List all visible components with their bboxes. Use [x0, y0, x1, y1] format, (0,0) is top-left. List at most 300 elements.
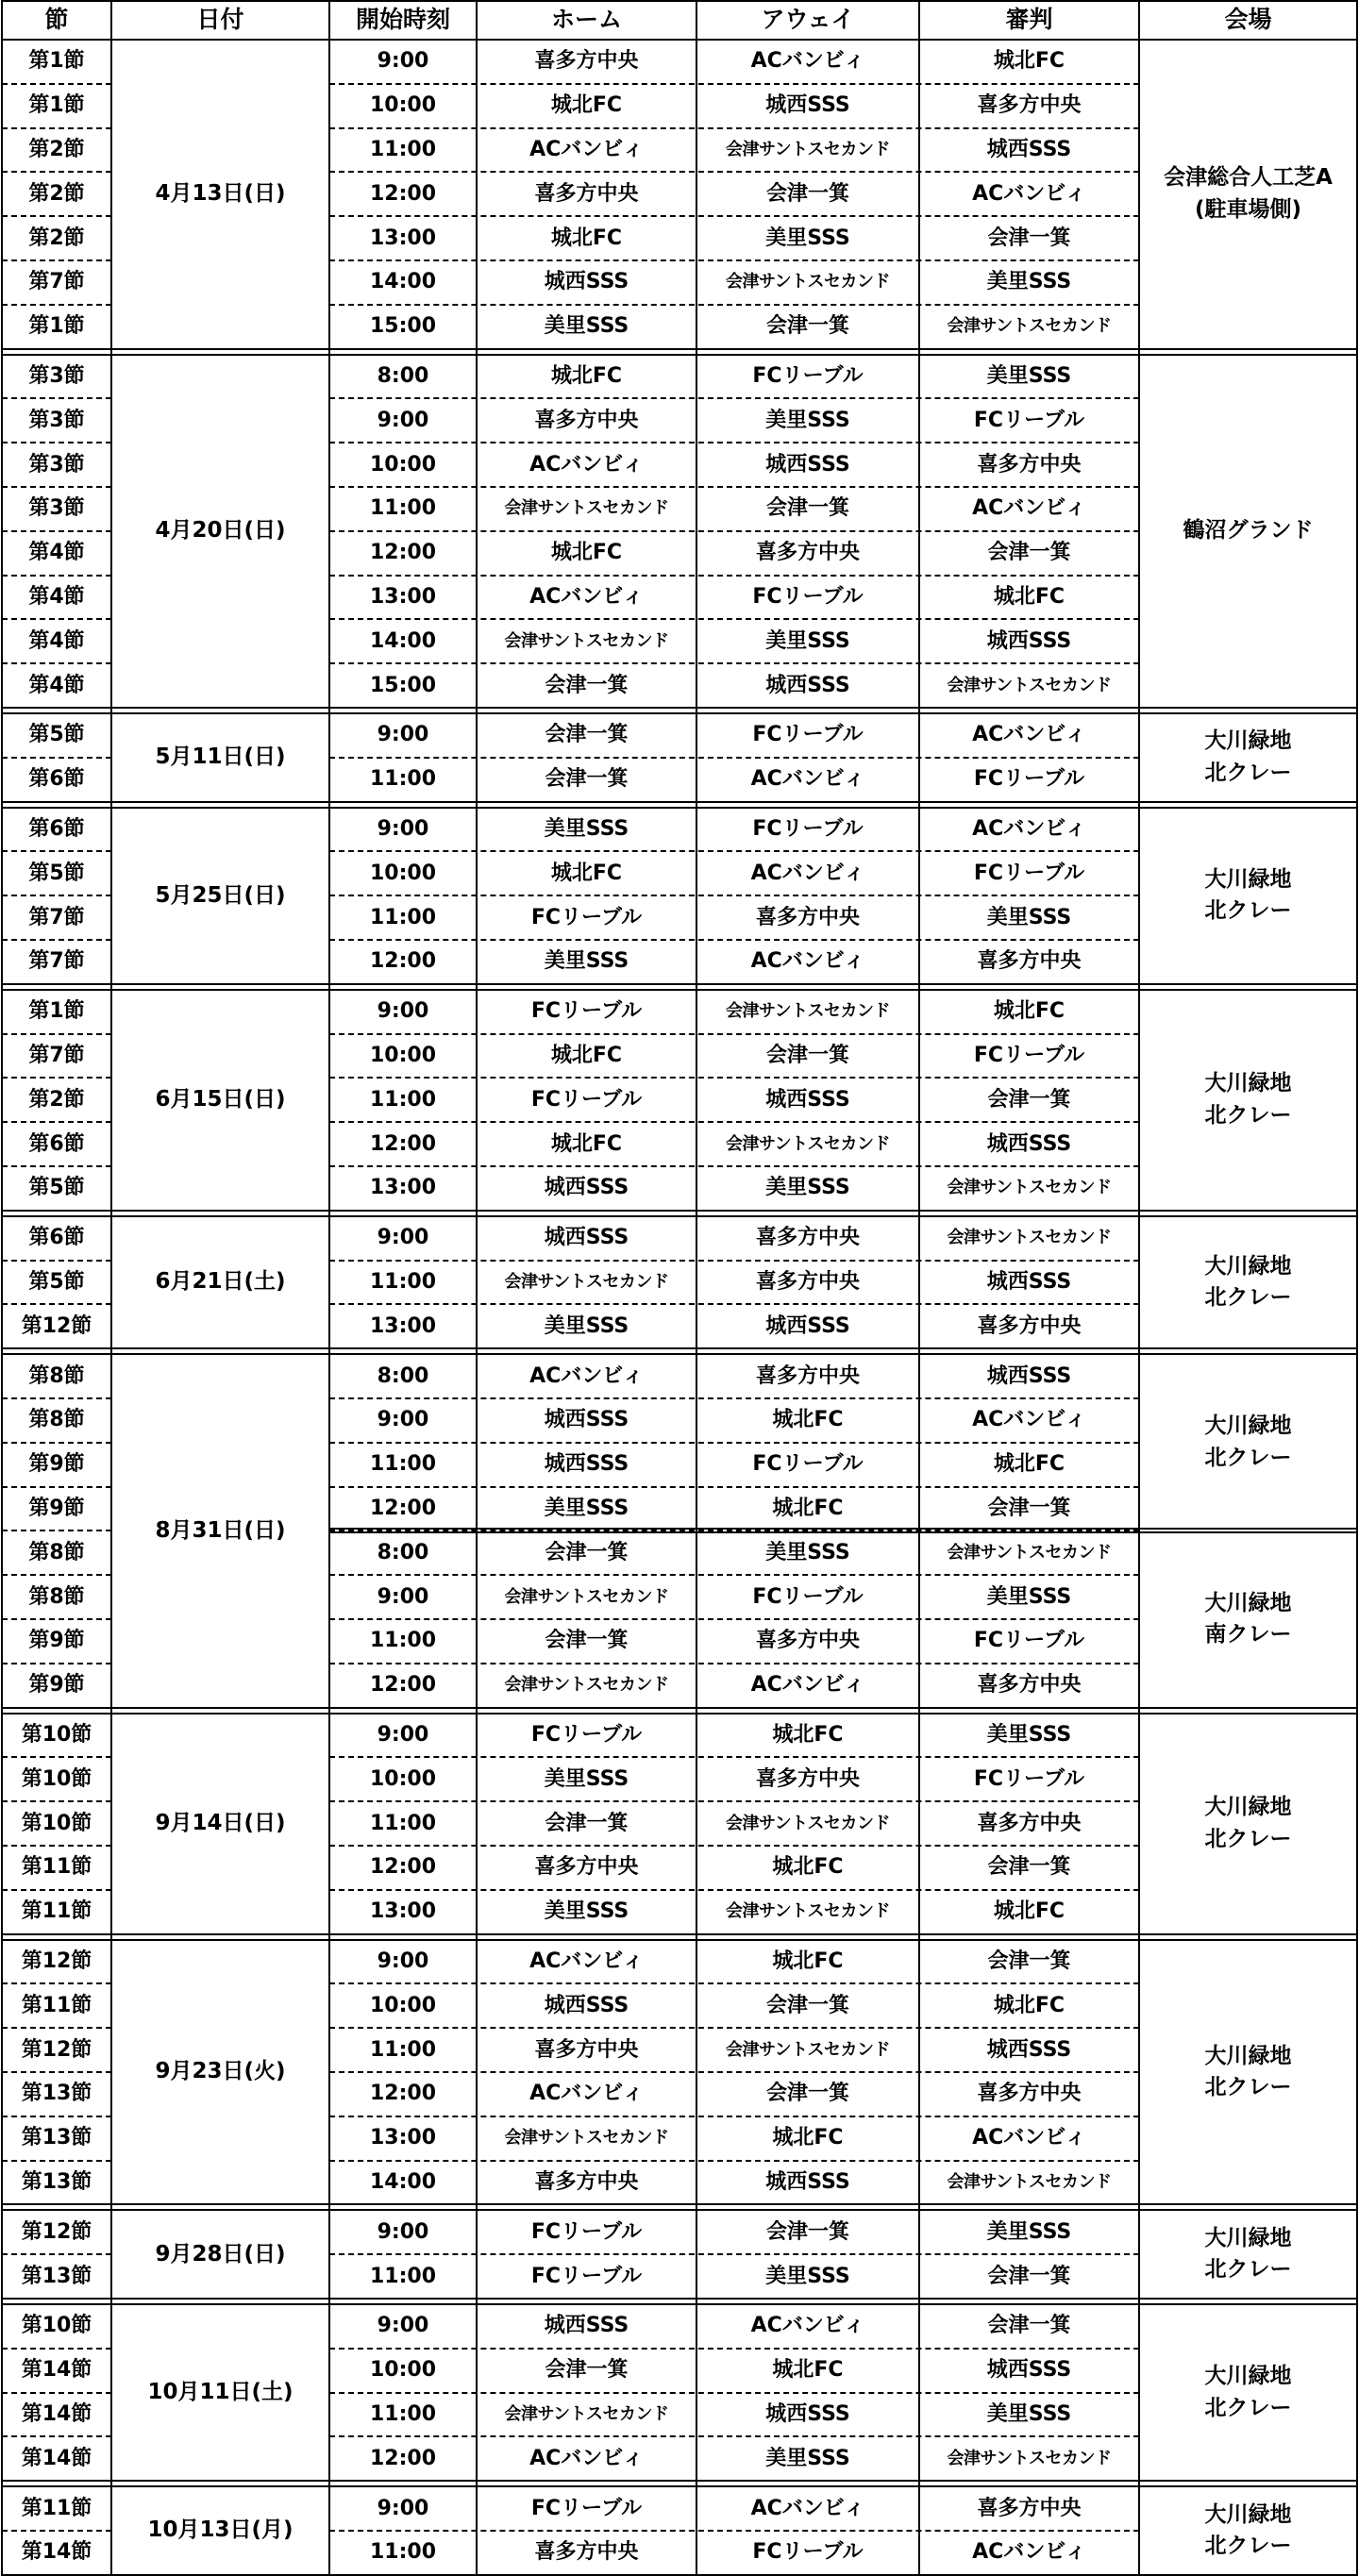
referee-cell: 会津サントスセカンド: [947, 2448, 1112, 2468]
start-time-cell: 9:00: [377, 2219, 429, 2244]
venue-cell: 大川緑地 北クレー: [1204, 2364, 1292, 2420]
section-cell: 第6節: [28, 1226, 85, 1250]
home-team-cell: 会津一箕: [545, 1629, 629, 1653]
start-time-cell: 11:00: [369, 138, 437, 162]
section-cell: 第3節: [28, 364, 85, 389]
start-time-cell: 9:00: [377, 1408, 429, 1432]
referee-cell: 会津サントスセカンド: [947, 2171, 1112, 2192]
start-time-cell: 10:00: [369, 1993, 437, 2017]
column-header: 審判: [1005, 5, 1053, 33]
away-team-cell: 会津サントスセカンド: [726, 1813, 890, 1833]
section-cell: 第6節: [28, 1131, 85, 1156]
section-cell: 第3節: [28, 408, 85, 432]
home-team-cell: 喜多方中央: [534, 2170, 639, 2195]
referee-cell: 美里SSS: [986, 364, 1072, 389]
referee-cell: 喜多方中央: [977, 93, 1082, 118]
date-cell: 8月31日(日): [155, 1517, 286, 1543]
home-team-cell: 美里SSS: [544, 314, 629, 339]
start-time-cell: 14:00: [369, 628, 437, 653]
start-time-cell: 9:00: [377, 2314, 429, 2338]
start-time-cell: 10:00: [369, 452, 437, 477]
referee-cell: 会津一箕: [987, 1855, 1071, 1880]
referee-cell: 会津一箕: [987, 2264, 1071, 2288]
start-time-cell: 12:00: [369, 2446, 437, 2470]
home-team-cell: FCリーブル: [530, 1087, 643, 1112]
rule-line: [1, 1347, 1358, 1349]
start-time-cell: 12:00: [369, 1497, 437, 1521]
away-team-cell: 城北FC: [772, 1408, 844, 1432]
referee-cell: 会津一箕: [987, 541, 1071, 565]
home-team-cell: 喜多方中央: [534, 2540, 639, 2565]
start-time-cell: 14:00: [369, 2170, 437, 2195]
away-team-cell: 城北FC: [772, 1497, 844, 1521]
referee-cell: 会津一箕: [987, 1087, 1071, 1112]
home-team-cell: ACバンビィ: [529, 2082, 644, 2106]
home-team-cell: FCリーブル: [530, 1723, 643, 1748]
referee-cell: ACバンビィ: [972, 723, 1086, 747]
away-team-cell: 会津サントスセカンド: [726, 1901, 890, 1922]
home-team-cell: 喜多方中央: [534, 1855, 639, 1880]
section-cell: 第4節: [28, 541, 85, 565]
date-cell: 6月21日(土): [155, 1269, 286, 1295]
referee-cell: 喜多方中央: [977, 2496, 1082, 2520]
section-cell: 第10節: [21, 1766, 92, 1791]
home-team-cell: 会津一箕: [545, 767, 629, 792]
home-team-cell: ACバンビィ: [529, 585, 644, 610]
start-time-cell: 12:00: [369, 1131, 437, 1156]
section-cell: 第7節: [28, 905, 85, 929]
section-cell: 第8節: [28, 1540, 85, 1564]
home-team-cell: 城西SSS: [544, 1993, 629, 2017]
away-team-cell: ACバンビィ: [750, 949, 865, 974]
home-team-cell: FCリーブル: [530, 999, 643, 1024]
home-team-cell: 会津サントスセカンド: [504, 1675, 669, 1696]
venue-cell: 鶴沼グランド: [1183, 518, 1314, 544]
rule-line: [1, 2203, 1358, 2205]
referee-cell: 喜多方中央: [977, 1811, 1082, 1835]
referee-cell: 城北FC: [993, 585, 1065, 610]
away-team-cell: 城北FC: [772, 1949, 844, 1974]
start-time-cell: 9:00: [377, 49, 429, 74]
away-team-cell: 城北FC: [772, 1723, 844, 1748]
section-cell: 第1節: [28, 93, 85, 118]
away-team-cell: 喜多方中央: [755, 1270, 860, 1295]
home-team-cell: 城西SSS: [544, 270, 629, 294]
start-time-cell: 13:00: [369, 1313, 437, 1338]
section-cell: 第5節: [28, 723, 85, 747]
start-time-cell: 8:00: [377, 1363, 429, 1388]
date-cell: 4月20日(日): [155, 518, 286, 544]
column-header: ホーム: [550, 5, 622, 33]
venue-cell: 大川緑地 北クレー: [1204, 728, 1292, 785]
home-team-cell: FCリーブル: [530, 905, 643, 929]
start-time-cell: 11:00: [369, 2037, 437, 2062]
venue-cell: 大川緑地 北クレー: [1204, 2225, 1292, 2283]
start-time-cell: 9:00: [377, 1226, 429, 1250]
home-team-cell: FCリーブル: [530, 2496, 643, 2520]
rule-line: [1, 1933, 1358, 1935]
referee-cell: 会津一箕: [987, 2314, 1071, 2338]
start-time-cell: 11:00: [369, 1270, 437, 1295]
referee-cell: FCリーブル: [973, 861, 1085, 885]
section-cell: 第14節: [21, 2402, 92, 2427]
referee-cell: 城西SSS: [986, 1270, 1072, 1295]
start-time-cell: 11:00: [369, 2540, 437, 2565]
start-time-cell: 8:00: [377, 1540, 429, 1564]
section-cell: 第4節: [28, 585, 85, 610]
section-cell: 第9節: [28, 1629, 85, 1653]
home-team-cell: 城北FC: [550, 93, 623, 118]
away-team-cell: 喜多方中央: [755, 1226, 860, 1250]
section-cell: 第9節: [28, 1497, 85, 1521]
home-team-cell: 美里SSS: [544, 1766, 629, 1791]
away-team-cell: ACバンビィ: [750, 1673, 865, 1698]
start-time-cell: 10:00: [369, 1044, 437, 1068]
start-time-cell: 11:00: [369, 1087, 437, 1112]
start-time-cell: 12:00: [369, 2082, 437, 2106]
referee-cell: FCリーブル: [973, 1766, 1085, 1791]
venue-cell: 大川緑地 北クレー: [1204, 1253, 1292, 1310]
section-cell: 第10節: [21, 1723, 92, 1748]
away-team-cell: 会津サントスセカンド: [726, 139, 890, 159]
away-team-cell: ACバンビィ: [750, 2496, 865, 2520]
referee-cell: 美里SSS: [986, 1723, 1072, 1748]
section-cell: 第14節: [21, 2358, 92, 2383]
section-cell: 第4節: [28, 673, 85, 697]
date-cell: 4月13日(日): [155, 181, 286, 207]
start-time-cell: 11:00: [369, 2264, 437, 2288]
home-team-cell: 会津サントスセカンド: [504, 498, 669, 519]
referee-cell: 会津サントスセカンド: [947, 1228, 1112, 1248]
away-team-cell: 会津一箕: [765, 2082, 849, 2106]
home-team-cell: 城北FC: [550, 364, 623, 389]
away-team-cell: 喜多方中央: [755, 905, 860, 929]
away-team-cell: ACバンビィ: [750, 49, 865, 74]
away-team-cell: 美里SSS: [765, 2446, 850, 2470]
home-team-cell: 喜多方中央: [534, 2037, 639, 2062]
home-team-cell: ACバンビィ: [529, 1949, 644, 1974]
start-time-cell: 10:00: [369, 93, 437, 118]
home-team-cell: 城北FC: [550, 541, 623, 565]
rule-line: [1, 707, 1358, 709]
away-team-cell: 城西SSS: [765, 93, 850, 118]
section-cell: 第11節: [21, 1993, 92, 2017]
date-cell: 5月11日(日): [155, 744, 286, 770]
date-cell: 10月13日(月): [147, 2517, 294, 2543]
away-team-cell: 会津サントスセカンド: [726, 272, 890, 293]
section-cell: 第2節: [28, 138, 85, 162]
section-cell: 第8節: [28, 1363, 85, 1388]
start-time-cell: 11:00: [369, 1629, 437, 1653]
home-team-cell: 城西SSS: [544, 1176, 629, 1200]
referee-cell: ACバンビィ: [972, 2126, 1086, 2150]
date-cell: 10月11日(土): [147, 2379, 294, 2404]
section-cell: 第1節: [28, 314, 85, 339]
away-team-cell: 城西SSS: [765, 1087, 850, 1112]
away-team-cell: 会津サントスセカンド: [726, 1001, 890, 1022]
start-time-cell: 12:00: [369, 1673, 437, 1698]
away-team-cell: 会津一箕: [765, 2219, 849, 2244]
home-team-cell: 会津サントスセカンド: [504, 2128, 669, 2149]
rule-line: [1, 983, 1358, 985]
referee-cell: 城西SSS: [986, 2358, 1072, 2383]
away-team-cell: 喜多方中央: [755, 1766, 860, 1791]
start-time-cell: 9:00: [377, 1584, 429, 1609]
referee-cell: 城西SSS: [986, 1363, 1072, 1388]
referee-cell: 城西SSS: [986, 1131, 1072, 1156]
start-time-cell: 13:00: [369, 2126, 437, 2150]
start-time-cell: 8:00: [377, 364, 429, 389]
section-cell: 第11節: [21, 1899, 92, 1924]
referee-cell: 城北FC: [993, 1993, 1065, 2017]
date-cell: 6月15日(日): [155, 1087, 286, 1112]
away-team-cell: FCリーブル: [752, 723, 864, 747]
home-team-cell: 喜多方中央: [534, 49, 639, 74]
home-team-cell: 城北FC: [550, 1044, 623, 1068]
start-time-cell: 11:00: [369, 905, 437, 929]
rule-line: [1, 2298, 1358, 2300]
referee-cell: 城北FC: [993, 1452, 1065, 1477]
venue-cell: 大川緑地 北クレー: [1204, 2043, 1292, 2099]
start-time-cell: 9:00: [377, 1723, 429, 1748]
referee-cell: 美里SSS: [986, 2219, 1072, 2244]
away-team-cell: 会津一箕: [765, 181, 849, 206]
start-time-cell: 13:00: [369, 585, 437, 610]
rule-line: [1, 348, 1358, 350]
column-header: 節: [44, 5, 69, 33]
away-team-cell: ACバンビィ: [750, 2314, 865, 2338]
home-team-cell: 美里SSS: [544, 1899, 629, 1924]
venue-cell: 大川緑地 北クレー: [1204, 1795, 1292, 1851]
away-team-cell: FCリーブル: [752, 2540, 864, 2565]
section-cell: 第7節: [28, 270, 85, 294]
home-team-cell: 会津サントスセカンド: [504, 1271, 669, 1292]
start-time-cell: 9:00: [377, 817, 429, 842]
away-team-cell: FCリーブル: [752, 364, 864, 389]
section-cell: 第8節: [28, 1408, 85, 1432]
venue-cell: 大川緑地 北クレー: [1204, 866, 1292, 924]
section-cell: 第11節: [21, 2496, 92, 2520]
start-time-cell: 13:00: [369, 226, 437, 250]
section-cell: 第6節: [28, 767, 85, 792]
away-team-cell: FCリーブル: [752, 1584, 864, 1609]
referee-cell: 美里SSS: [986, 1584, 1072, 1609]
start-time-cell: 9:00: [377, 2496, 429, 2520]
section-cell: 第10節: [21, 2314, 92, 2338]
referee-cell: 城西SSS: [986, 628, 1072, 653]
referee-cell: 城西SSS: [986, 138, 1072, 162]
column-header: 日付: [196, 5, 244, 33]
referee-cell: 会津サントスセカンド: [947, 1542, 1112, 1563]
referee-cell: 城北FC: [993, 999, 1065, 1024]
home-team-cell: 会津一箕: [545, 723, 629, 747]
section-cell: 第14節: [21, 2540, 92, 2565]
referee-cell: ACバンビィ: [972, 181, 1086, 206]
referee-cell: 会津サントスセカンド: [947, 316, 1112, 337]
section-cell: 第10節: [21, 1811, 92, 1835]
home-team-cell: 城西SSS: [544, 1226, 629, 1250]
start-time-cell: 9:00: [377, 999, 429, 1024]
venue-cell: 会津総合人工芝A (駐車場側): [1164, 165, 1333, 222]
venue-cell: 大川緑地 北クレー: [1204, 1071, 1292, 1128]
column-header: アウェイ: [761, 5, 855, 33]
start-time-cell: 12:00: [369, 949, 437, 974]
section-cell: 第12節: [21, 2219, 92, 2244]
start-time-cell: 11:00: [369, 1452, 437, 1477]
section-cell: 第6節: [28, 817, 85, 842]
start-time-cell: 11:00: [369, 2402, 437, 2427]
referee-cell: 会津一箕: [987, 1949, 1071, 1974]
away-team-cell: 会津サントスセカンド: [726, 2039, 890, 2060]
referee-cell: 城北FC: [993, 49, 1065, 74]
away-team-cell: 城西SSS: [765, 452, 850, 477]
section-cell: 第3節: [28, 452, 85, 477]
away-team-cell: 城北FC: [772, 1855, 844, 1880]
away-team-cell: 美里SSS: [765, 2264, 850, 2288]
home-team-cell: ACバンビィ: [529, 2446, 644, 2470]
home-team-cell: 会津サントスセカンド: [504, 2403, 669, 2424]
date-cell: 9月14日(日): [155, 1810, 286, 1835]
referee-cell: FCリーブル: [973, 1044, 1085, 1068]
home-team-cell: 会津一箕: [545, 1540, 629, 1564]
start-time-cell: 10:00: [369, 2358, 437, 2383]
referee-cell: 喜多方中央: [977, 1673, 1082, 1698]
referee-cell: 喜多方中央: [977, 452, 1082, 477]
home-team-cell: FCリーブル: [530, 2219, 643, 2244]
referee-cell: FCリーブル: [973, 408, 1085, 432]
away-team-cell: FCリーブル: [752, 817, 864, 842]
referee-cell: 城西SSS: [986, 2037, 1072, 2062]
away-team-cell: FCリーブル: [752, 585, 864, 610]
away-team-cell: 美里SSS: [765, 628, 850, 653]
home-team-cell: ACバンビィ: [529, 1363, 644, 1388]
away-team-cell: 会津一箕: [765, 496, 849, 521]
home-team-cell: 会津サントスセカンド: [504, 630, 669, 651]
referee-cell: FCリーブル: [973, 767, 1085, 792]
date-cell: 5月25日(日): [155, 882, 286, 908]
start-time-cell: 11:00: [369, 496, 437, 521]
section-cell: 第13節: [21, 2082, 92, 2106]
referee-cell: 喜多方中央: [977, 2082, 1082, 2106]
home-team-cell: ACバンビィ: [529, 452, 644, 477]
home-team-cell: 会津一箕: [545, 2358, 629, 2383]
away-team-cell: 喜多方中央: [755, 541, 860, 565]
home-team-cell: 会津一箕: [545, 673, 629, 697]
section-cell: 第1節: [28, 49, 85, 74]
start-time-cell: 15:00: [369, 673, 437, 697]
venue-cell: 大川緑地 南クレー: [1204, 1590, 1292, 1647]
home-team-cell: 美里SSS: [544, 817, 629, 842]
away-team-cell: 城西SSS: [765, 1313, 850, 1338]
section-cell: 第3節: [28, 496, 85, 521]
referee-cell: 会津サントスセカンド: [947, 1178, 1112, 1198]
section-cell: 第5節: [28, 1176, 85, 1200]
section-cell: 第13節: [21, 2264, 92, 2288]
referee-cell: 美里SSS: [986, 2402, 1072, 2427]
section-cell: 第11節: [21, 1855, 92, 1880]
section-cell: 第12節: [21, 2037, 92, 2062]
home-team-cell: 城西SSS: [544, 1408, 629, 1432]
section-cell: 第8節: [28, 1584, 85, 1609]
referee-cell: FCリーブル: [973, 1629, 1085, 1653]
referee-cell: 城北FC: [993, 1899, 1065, 1924]
section-cell: 第13節: [21, 2126, 92, 2150]
home-team-cell: ACバンビィ: [529, 138, 644, 162]
referee-cell: 美里SSS: [986, 270, 1072, 294]
start-time-cell: 12:00: [369, 1855, 437, 1880]
rule-line: [329, 1531, 1357, 1533]
section-cell: 第2節: [28, 226, 85, 250]
start-time-cell: 15:00: [369, 314, 437, 339]
referee-cell: 美里SSS: [986, 905, 1072, 929]
start-time-cell: 9:00: [377, 723, 429, 747]
referee-cell: ACバンビィ: [972, 496, 1086, 521]
venue-cell: 大川緑地 北クレー: [1204, 1413, 1292, 1470]
away-team-cell: 会津一箕: [765, 1044, 849, 1068]
start-time-cell: 14:00: [369, 270, 437, 294]
section-cell: 第14節: [21, 2446, 92, 2470]
rule-line: [1, 1210, 1358, 1212]
section-cell: 第5節: [28, 861, 85, 885]
home-team-cell: 喜多方中央: [534, 181, 639, 206]
away-team-cell: 喜多方中央: [755, 1629, 860, 1653]
rule-line: [329, 1528, 1357, 1530]
section-cell: 第4節: [28, 628, 85, 653]
referee-cell: ACバンビィ: [972, 817, 1086, 842]
referee-cell: 会津一箕: [987, 226, 1071, 250]
referee-cell: 喜多方中央: [977, 1313, 1082, 1338]
section-cell: 第12節: [21, 1949, 92, 1974]
referee-cell: ACバンビィ: [972, 2540, 1086, 2565]
section-cell: 第7節: [28, 949, 85, 974]
away-team-cell: FCリーブル: [752, 1452, 864, 1477]
start-time-cell: 13:00: [369, 1899, 437, 1924]
start-time-cell: 9:00: [377, 1949, 429, 1974]
away-team-cell: 城北FC: [772, 2358, 844, 2383]
home-team-cell: 喜多方中央: [534, 408, 639, 432]
section-cell: 第7節: [28, 1044, 85, 1068]
rule-line: [1, 2480, 1358, 2482]
rule-line: [1, 801, 1358, 803]
column-header: 会場: [1224, 5, 1272, 33]
away-team-cell: 会津サントスセカンド: [726, 1133, 890, 1154]
home-team-cell: 城北FC: [550, 1131, 623, 1156]
away-team-cell: 喜多方中央: [755, 1363, 860, 1388]
referee-cell: 会津サントスセカンド: [947, 675, 1112, 695]
column-header: 開始時刻: [355, 5, 450, 33]
away-team-cell: 美里SSS: [765, 408, 850, 432]
away-team-cell: 城西SSS: [765, 2170, 850, 2195]
rule-line: [1, 1707, 1358, 1709]
section-cell: 第1節: [28, 999, 85, 1024]
away-team-cell: 会津一箕: [765, 1993, 849, 2017]
away-team-cell: ACバンビィ: [750, 861, 865, 885]
away-team-cell: 会津一箕: [765, 314, 849, 339]
referee-cell: ACバンビィ: [972, 1408, 1086, 1432]
away-team-cell: 城北FC: [772, 2126, 844, 2150]
home-team-cell: 美里SSS: [544, 1313, 629, 1338]
start-time-cell: 12:00: [369, 181, 437, 206]
section-cell: 第2節: [28, 181, 85, 206]
start-time-cell: 11:00: [369, 1811, 437, 1835]
section-cell: 第5節: [28, 1270, 85, 1295]
start-time-cell: 10:00: [369, 861, 437, 885]
home-team-cell: 会津サントスセカンド: [504, 1586, 669, 1607]
home-team-cell: 会津一箕: [545, 1811, 629, 1835]
rule-line: [1, 0, 1358, 2]
away-team-cell: 城西SSS: [765, 673, 850, 697]
away-team-cell: 城西SSS: [765, 2402, 850, 2427]
